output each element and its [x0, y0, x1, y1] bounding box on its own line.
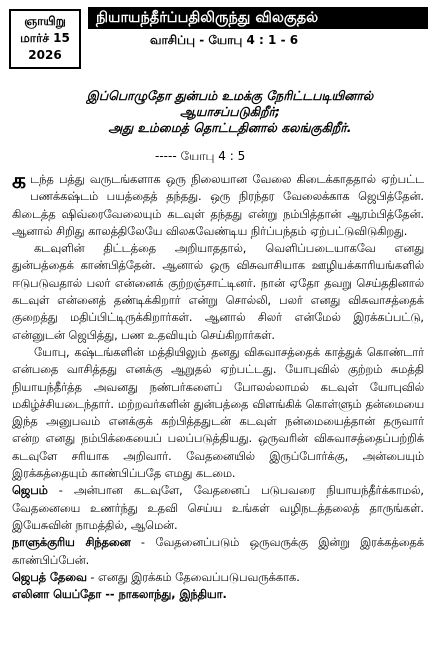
key-verse-line: அது உம்மைத் தொட்டதினால் கலங்குகிறீர்.	[108, 120, 352, 135]
daily-thought	[12, 534, 424, 569]
daily-thought-label: நாளுக்குரிய சிந்தனை	[12, 536, 131, 550]
date-month-day: மார்ச் 15	[20, 31, 70, 45]
devotional-body	[12, 171, 424, 603]
paragraph: கடவுளின் திட்டத்தை அறியாததால், வெளிப்படையாகவே எனது துன்பத்தைக் காண்பித்தேன். ஆனால் ஒரு விசுவாசியாக ஊழியக்காரியங்களில் ஈடுபடுவதால் பலர் என்னைக் குற்றஞ்சாட்டினர். நான் ஏதோ தவறு செய்ததினால் கடவுள் என்னைத் தண்டிக்கிறார் என்று சொல்லி, பலர் எனது விசுவாசத்தைக் குறைத்து மதிப்பிட்டிருக்கிறார்கள். ஆனால் சிலர் என்மேல் இரக்கப்பட்டு, என்னுடன் ஜெபித்து, பண உதவியும் செய்கிறார்கள்.	[12, 242, 424, 342]
page-title: நியாயந்தீர்ப்பதிலிருந்து விலகுதல்	[88, 7, 428, 29]
paragraph	[12, 171, 424, 240]
author-line: எலினா யெப்தோ -- நாகலாந்து, இந்தியா.	[12, 588, 227, 602]
date-year: 2026	[28, 48, 62, 62]
date-day: ஞாயிறு	[24, 14, 66, 28]
key-verse-line: ஆயாசப்படுகிறீர்;	[180, 104, 280, 119]
paragraph: யோபு, கஷ்டங்களின் மத்தியிலும் தனது விசுவாசத்தைக் காத்துக் கொண்டார் என்பதை வாசித்தது எனக்கு ஆறுதல் ஏற்பட்டது. யோபுவில் குற்றம் சுமத்தி நியாயந்தீர்த்த அவனது நண்பர்களைப் போலல்லாமல் கடவுள் யோபுவில் மகிழ்ச்சியடைந்தார். மற்றவர்களின் துன்பத்தை விளங்கிக் கொள்ளும் தன்மையை இந்த அனுபவம் எனக்குக் கற்பித்ததுடன் கடவுள் நன்மையைத்தான் தருவார் என்ற எனது நம்பிக்கையைப் பலப்படுத்தியது. ஒருவரின் விசுவாசத்தைப்பற்றிக் கடவுளே சரியாக அறிவார். வேதனையில் இருப்போர்க்கு, அன்பையும் இரக்கத்தையும் காண்பிப்பதே எமது கடமை.	[12, 345, 424, 481]
prayer-need	[12, 569, 424, 586]
prayer-need-label: ஜெபத் தேவை	[12, 570, 87, 584]
key-verse	[40, 88, 420, 136]
verse-reference: ----- யோபு 4 : 5	[155, 149, 246, 163]
drop-cap: க	[12, 169, 27, 194]
reading-reference: வாசிப்பு - யோபு 4 : 1 - 6	[150, 33, 299, 47]
prayer-text: - அன்பான கடவுளே, வேதனைப் படுபவரை நியாயந்தீர்க்காமல், வேதனையை உணர்ந்து உதவி செய்ய உங்கள் வழிநடத்தலைத் தாருங்கள். இயேசுவின் நாமத்தில், ஆமென்.	[12, 484, 424, 532]
key-verse-line: இப்பொழுதோ துன்பம் உமக்கு நேரிட்டபடியினால்	[86, 88, 374, 103]
paragraph-text: டந்த பத்து வருடங்களாக ஒரு நிலையான வேலை கிடைக்காததால் ஏற்பட்ட பணக்கஷ்டம் பயத்தைத் தந்தது. ஒரு நிரந்தர வேலைக்காக ஜெபித்தேன். கிடைத்த ஷிவ்ரைவேலையும் கடவுள் தந்தது என்று நம்பித்தான் ஆரம்பித்தேன். ஆனால் சிறிது காலத்திலேயே விலகவேண்டிய நிர்ப்பந்தம் ஏற்பட்டுவிடுகிறது.	[12, 173, 424, 238]
prayer-need-text: - எனது இரக்கம் தேவைப்படுபவருக்காக.	[86, 570, 300, 584]
prayer-label: ஜெபம்	[12, 484, 48, 498]
daily-thought-text: - வேதனைப்படும் ஒருவருக்கு இன்று இரக்கத்தைக் காண்பிப்பேன்.	[12, 536, 424, 567]
date-box	[9, 9, 81, 69]
prayer	[12, 482, 424, 534]
